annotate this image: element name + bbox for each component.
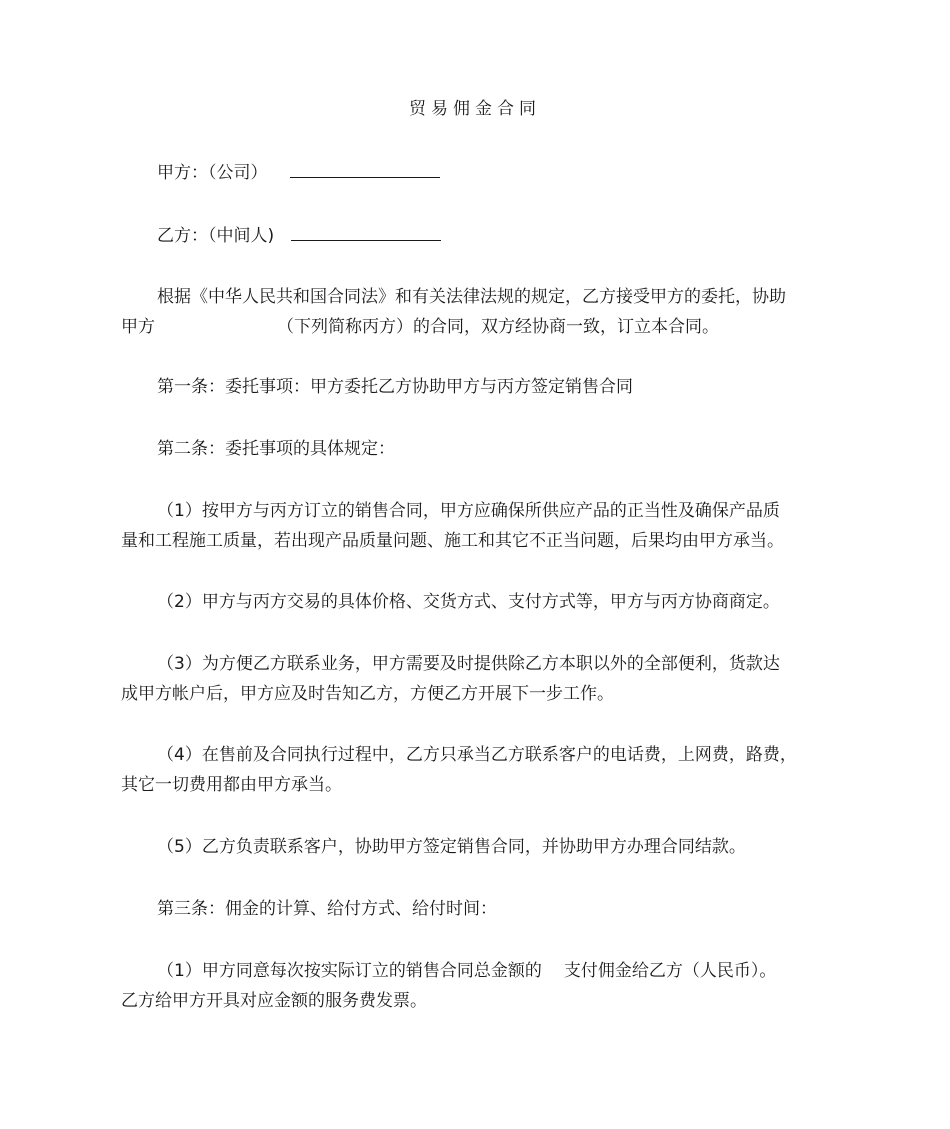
party-a-label: 甲方：（公司）	[157, 163, 268, 183]
article-2-item-1-line-2: 量和工程施工质量，若出现产品质量问题、施工和其它不正当问题，后果均由甲方承当。	[121, 531, 784, 551]
article-2-item-2: （2）甲方与丙方交易的具体价格、交货方式、支付方式等，甲方与丙方协商商定。	[157, 592, 780, 612]
intro-line-2-start: 甲方	[121, 317, 155, 337]
party-b-blank	[291, 223, 441, 241]
contract-title: 贸易佣金合同	[409, 99, 541, 119]
intro-line-2	[121, 315, 841, 339]
party-b-line	[157, 223, 877, 248]
article-2-item-4-line-1: （4）在售前及合同执行过程中，乙方只承当乙方联系客户的电话费，上网费，路费，	[157, 745, 797, 765]
article-3-item-1-line-2: 乙方给甲方开具对应金额的服务费发票。	[121, 991, 427, 1011]
article-3-item-1-line-1	[157, 959, 877, 983]
article-3-item-1-start: （1）甲方同意每次按实际订立的销售合同总金额的	[157, 961, 542, 981]
article-1: 第一条：委托事项：甲方委托乙方协助甲方与丙方签定销售合同	[157, 377, 633, 397]
party-b-label: 乙方：（中间人)	[157, 226, 275, 246]
article-2-item-4-line-2: 其它一切费用都由甲方承当。	[121, 775, 342, 795]
article-2-item-3-line-2: 成甲方帐户后，甲方应及时告知乙方，方便乙方开展下一步工作。	[121, 684, 614, 704]
article-2-item-5: （5）乙方负责联系客户，协助甲方签定销售合同，并协助甲方办理合同结款。	[157, 837, 746, 857]
article-2-item-1-line-1: （1）按甲方与丙方订立的销售合同，甲方应确保所供应产品的正当性及确保产品质	[157, 501, 780, 521]
intro-line-1: 根据《中华人民共和国合同法》和有关法律法规的规定，乙方接受甲方的委托，协助	[157, 287, 786, 307]
article-3-heading: 第三条：佣金的计算、给付方式、给付时间：	[157, 899, 497, 919]
article-2-item-3-line-1: （3）为方便乙方联系业务，甲方需要及时提供除乙方本职以外的全部便利，货款达	[157, 654, 780, 674]
party-a-blank	[290, 160, 440, 178]
article-3-item-1-end: 支付佣金给乙方（人民币）。	[563, 961, 777, 981]
party-a-line	[157, 160, 877, 185]
article-2-heading: 第二条：委托事项的具体规定：	[157, 439, 395, 459]
intro-line-2-end: （下列简称丙方）的合同，双方经协商一致，订立本合同。	[277, 317, 719, 337]
